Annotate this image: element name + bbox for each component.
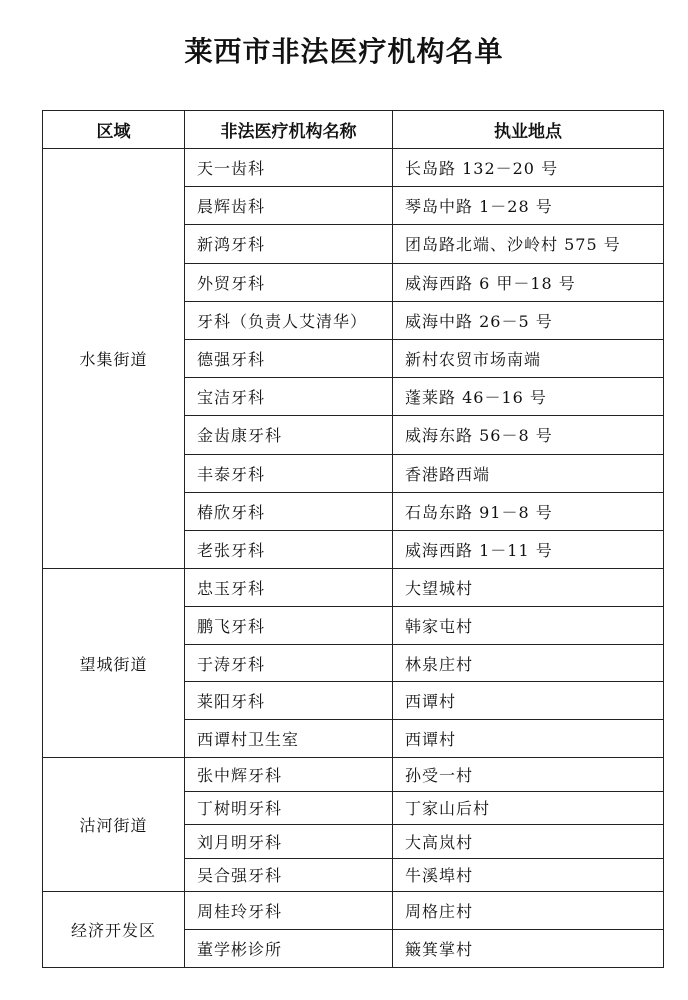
clinic-name-cell: 德强牙科 xyxy=(185,339,393,377)
table-body xyxy=(43,149,664,968)
clinic-name-cell: 董学彬诊所 xyxy=(185,929,393,967)
clinic-name-cell: 外贸牙科 xyxy=(185,263,393,301)
address-cell: 孙受一村 xyxy=(393,758,664,792)
clinic-name-cell: 鹏飞牙科 xyxy=(185,606,393,644)
address-cell: 大高岚村 xyxy=(393,825,664,859)
clinic-name-cell: 刘月明牙科 xyxy=(185,825,393,859)
address-cell: 簸箕掌村 xyxy=(393,929,664,967)
page-title: 莱西市非法医疗机构名单 xyxy=(184,35,504,68)
address-cell: 香港路西端 xyxy=(393,454,664,492)
table-row xyxy=(43,149,664,187)
address-cell: 威海西路 6 甲－18 号 xyxy=(393,263,664,301)
clinic-name-cell: 新鸿牙科 xyxy=(185,225,393,263)
clinic-name-cell: 金齿康牙科 xyxy=(185,416,393,454)
address-cell: 蓬莱路 46－16 号 xyxy=(393,378,664,416)
clinic-name-cell: 周桂玲牙科 xyxy=(185,892,393,930)
clinic-table xyxy=(42,110,664,968)
clinic-name-cell: 张中辉牙科 xyxy=(185,758,393,792)
address-cell: 丁家山后村 xyxy=(393,791,664,825)
region-cell: 经济开发区 xyxy=(43,892,185,968)
address-cell: 新村农贸市场南端 xyxy=(393,339,664,377)
address-cell: 琴岛中路 1－28 号 xyxy=(393,187,664,225)
clinic-name-cell: 老张牙科 xyxy=(185,530,393,568)
address-cell: 林泉庄村 xyxy=(393,644,664,682)
header-region: 区域 xyxy=(43,111,185,149)
table-row xyxy=(43,569,664,607)
clinic-name-cell: 晨辉齿科 xyxy=(185,187,393,225)
address-cell: 韩家屯村 xyxy=(393,606,664,644)
address-cell: 西谭村 xyxy=(393,720,664,758)
clinic-name-cell: 西谭村卫生室 xyxy=(185,720,393,758)
table-row xyxy=(43,892,664,930)
clinic-name-cell: 丁树明牙科 xyxy=(185,791,393,825)
address-cell: 威海东路 56－8 号 xyxy=(393,416,664,454)
address-cell: 西谭村 xyxy=(393,682,664,720)
address-cell: 团岛路北端、沙岭村 575 号 xyxy=(393,225,664,263)
address-cell: 威海中路 26－5 号 xyxy=(393,301,664,339)
header-clinic-name: 非法医疗机构名称 xyxy=(185,111,393,149)
clinic-name-cell: 莱阳牙科 xyxy=(185,682,393,720)
clinic-name-cell: 天一齿科 xyxy=(185,149,393,187)
clinic-name-cell: 椿欣牙科 xyxy=(185,492,393,530)
clinic-name-cell: 牙科（负责人艾清华） xyxy=(185,301,393,339)
clinic-name-cell: 吴合强牙科 xyxy=(185,858,393,892)
address-cell: 周格庄村 xyxy=(393,892,664,930)
address-cell: 长岛路 132－20 号 xyxy=(393,149,664,187)
clinic-name-cell: 于涛牙科 xyxy=(185,644,393,682)
address-cell: 威海西路 1－11 号 xyxy=(393,530,664,568)
header-address: 执业地点 xyxy=(393,111,664,149)
region-cell: 沽河街道 xyxy=(43,758,185,892)
region-cell: 水集街道 xyxy=(43,149,185,569)
clinic-name-cell: 宝洁牙科 xyxy=(185,378,393,416)
table-row xyxy=(43,758,664,792)
address-cell: 大望城村 xyxy=(393,569,664,607)
address-cell: 石岛东路 91－8 号 xyxy=(393,492,664,530)
clinic-name-cell: 丰泰牙科 xyxy=(185,454,393,492)
region-cell: 望城街道 xyxy=(43,569,185,758)
address-cell: 牛溪埠村 xyxy=(393,858,664,892)
table-header-row xyxy=(43,111,664,149)
clinic-name-cell: 忠玉牙科 xyxy=(185,569,393,607)
